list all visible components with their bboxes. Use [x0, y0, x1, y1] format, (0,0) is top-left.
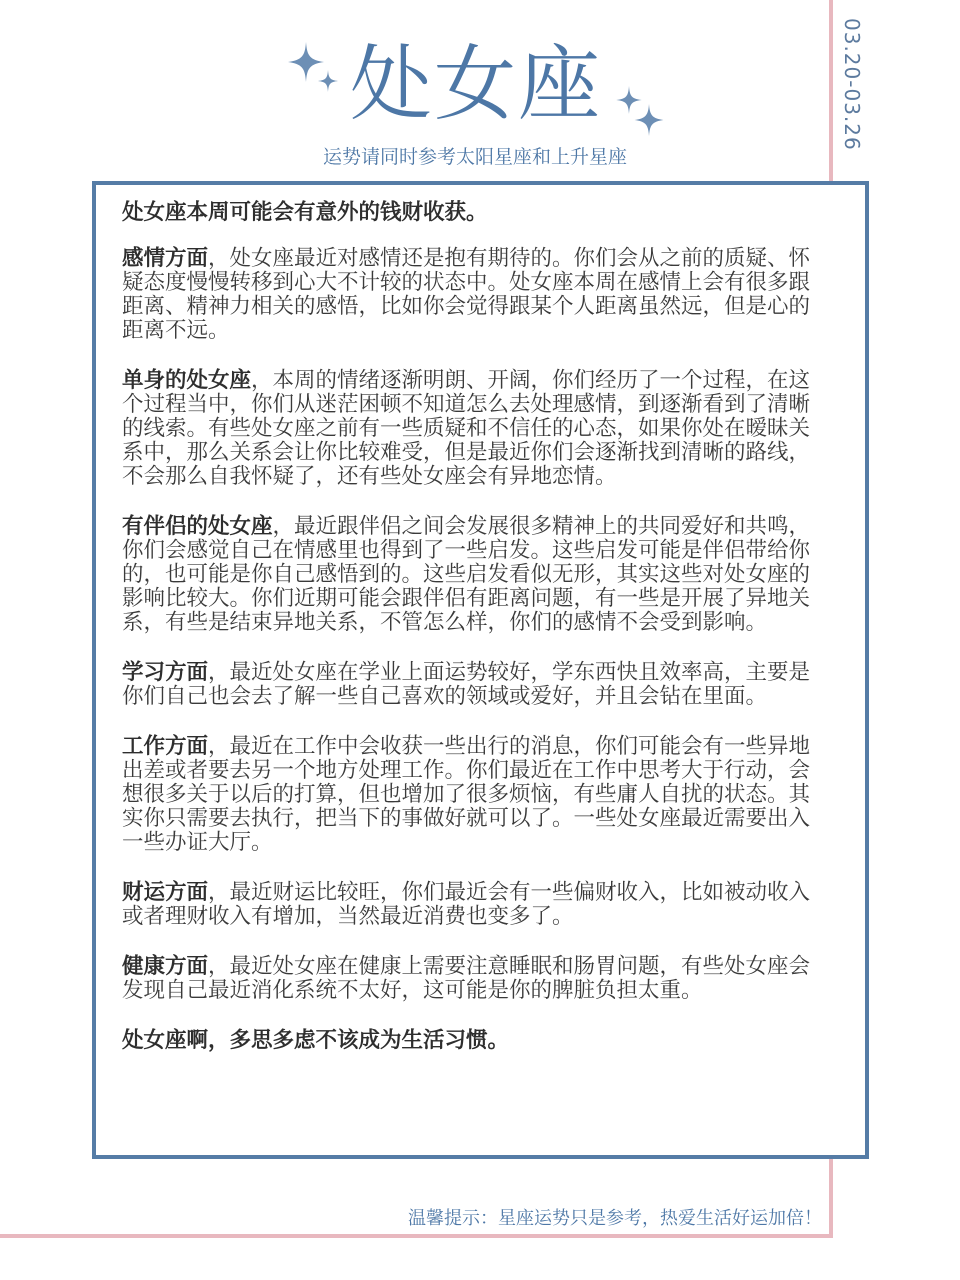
content-card — [92, 181, 869, 1159]
section-paragraph — [122, 735, 822, 855]
section-heading: 健康方面 — [122, 954, 209, 979]
sparkle-icon — [318, 70, 338, 92]
footer-tip: 温馨提示：星座运势只是参考，热爱生活好运加倍！ — [408, 1208, 822, 1229]
intro-text: 处女座本周可能会有意外的钱财收获。 — [122, 200, 488, 225]
section-paragraph — [122, 661, 822, 709]
section-heading: 财运方面 — [122, 880, 209, 905]
section-heading: 单身的处女座 — [122, 368, 252, 393]
section-body: ，本周的情绪逐渐明朗、开阔，你们经历了一个过程，在这个过程当中，你们从迷茫困顿不知道怎么去处理感情，到逐渐看到了清晰的线索。有些处女座之前有一些质疑和不信任的心态，如果你处在暧昧关系中，那么关系会让你比较难受，但是最近你们会逐渐找到清晰的路线，不会那么自我怀疑了，还有些处女座会有异地恋情。 — [122, 368, 811, 489]
sparkle-icon — [634, 104, 664, 136]
section-paragraph — [122, 247, 822, 343]
page-title: 处女座 — [350, 37, 603, 132]
section-body: ，最近处女座在健康上需要注意睡眠和肠胃问题，有些处女座会发现自己最近消化系统不太好，这可能是你的脾脏负担太重。 — [122, 954, 811, 1003]
intro-paragraph — [122, 201, 822, 225]
section-body: ，最近财运比较旺，你们最近会有一些偏财收入，比如被动收入或者理财收入有增加，当然最近消费也变多了。 — [122, 880, 811, 929]
section-body: ，最近在工作中会收获一些出行的消息，你们可能会有一些异地出差或者要去另一个地方处理工作。你们最近在工作中思考大于行动，会想很多关于以后的打算，但也增加了很多烦恼，有些庸人自扰的状态。其实你只需要去执行，把当下的事做好就可以了。一些处女座最近需要出入一些办证大厅。 — [122, 734, 811, 855]
section-paragraph — [122, 515, 822, 635]
section-paragraph — [122, 369, 822, 489]
section-heading: 工作方面 — [122, 734, 209, 759]
section-heading: 有伴侣的处女座 — [122, 514, 273, 539]
closing-paragraph — [122, 1029, 822, 1053]
article-body — [122, 201, 822, 1079]
closing-text: 处女座啊，多思多虑不该成为生活习惯。 — [122, 1028, 510, 1053]
section-paragraph — [122, 955, 822, 1003]
section-body: ，处女座最近对感情还是抱有期待的。你们会从之前的质疑、怀疑态度慢慢转移到心大不计较的状态中。处女座本周在感情上会有很多跟距离、精神力相关的感悟，比如你会觉得跟某个人距离虽然远，但是心的距离不远。 — [122, 246, 811, 343]
section-heading: 学习方面 — [122, 660, 209, 685]
section-heading: 感情方面 — [122, 246, 209, 271]
pink-horizontal-line — [0, 1234, 833, 1238]
date-range: 03.20-03.26 — [840, 18, 864, 151]
page-subtitle: 运势请同时参考太阳星座和上升星座 — [322, 146, 627, 168]
section-body: ，最近处女座在学业上面运势较好，学东西快且效率高，主要是你们自己也会去了解一些自己喜欢的领域或爱好，并且会钻在里面。 — [122, 660, 811, 709]
section-body: ，最近跟伴侣之间会发展很多精神上的共同爱好和共鸣，你们会感觉自己在情感里也得到了一些启发。这些启发可能是伴侣带给你的，也可能是你自己感悟到的。这些启发看似无形，其实这些对处女座的影响比较大。你们近期可能会跟伴侣有距离问题，有一些是开展了异地关系，有些是结束异地关系，不管怎么样，你们的感情不会受到影响。 — [122, 514, 811, 635]
section-paragraph — [122, 881, 822, 929]
